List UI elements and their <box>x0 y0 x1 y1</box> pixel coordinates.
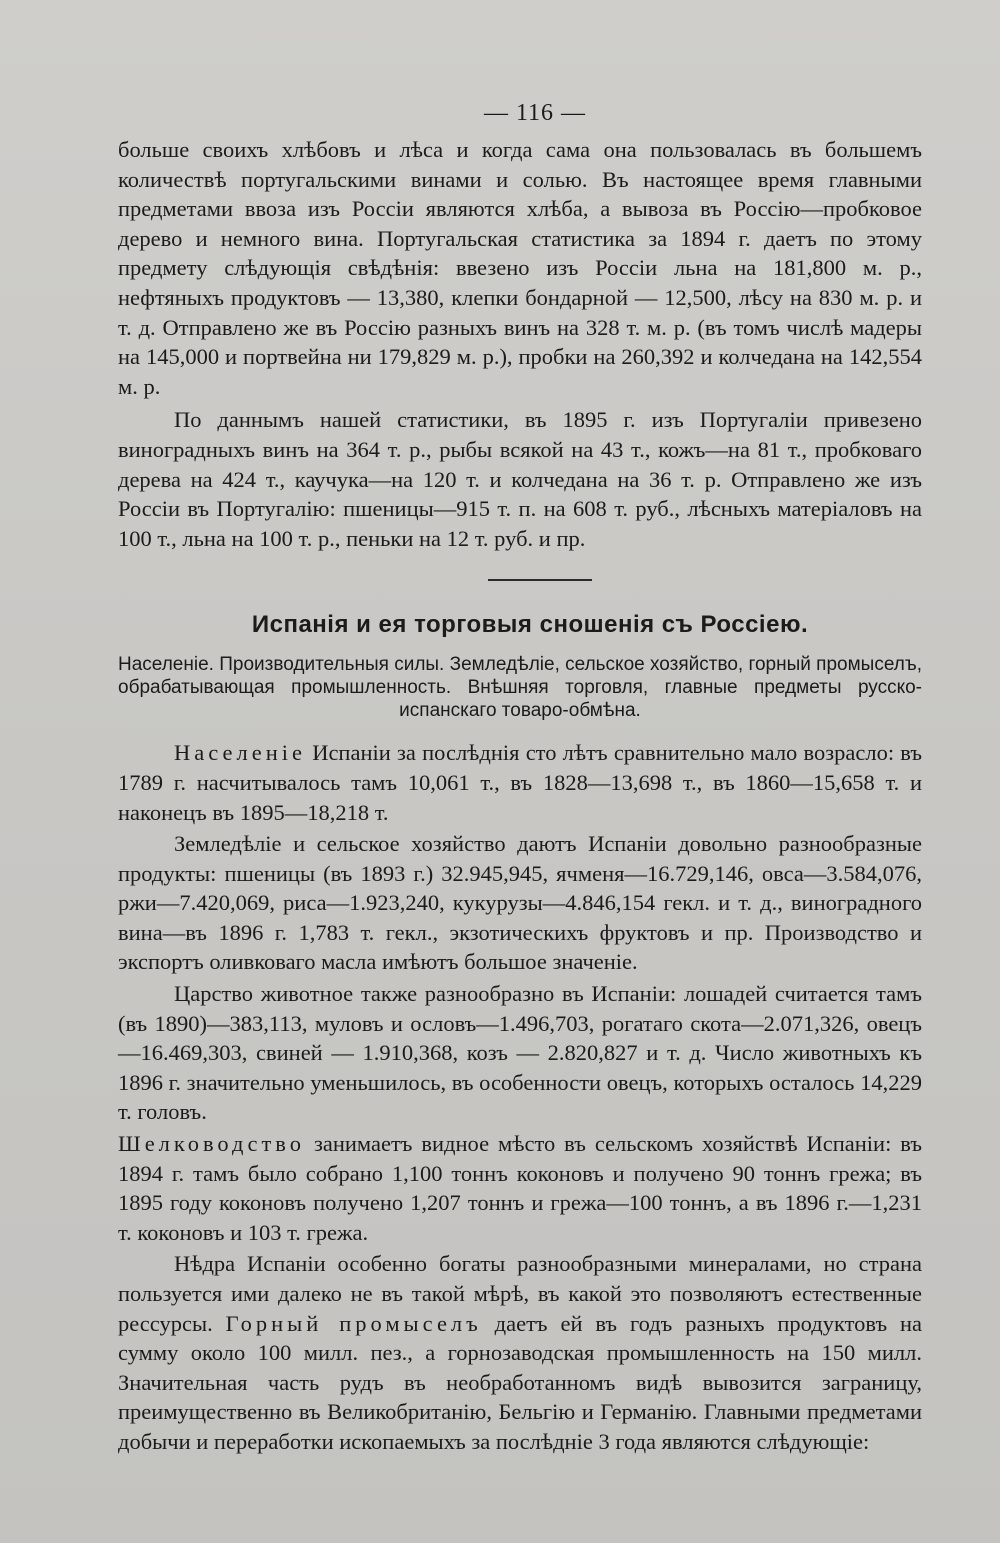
term-sericulture: Шелководство <box>118 1131 306 1157</box>
paragraph-minerals-text-b: даетъ ей въ годъ разныхъ продуктовъ на сумму около 100 милл. пез., а горнозаводская промышленность на 150 милл. Значительная часть рудъ въ необработанномъ видѣ вывозится заграницу, преимущественно въ Великобританію, Бельгію и Германію. Главными предметами добычи и переработки ископаемыхъ за послѣдніе 3 года являются слѣдующіе: <box>118 1310 923 1454</box>
section-body <box>118 738 922 1456</box>
term-mining: Горный промыселъ <box>225 1310 482 1336</box>
section-title: Испанія и ея торговыя сношенія съ Россіею. <box>251 611 809 639</box>
term-population: Населеніе <box>174 740 306 766</box>
paragraph-livestock: Царство животное также разнообразно въ Испаніи: лошадей считается тамъ (въ 1890)—383,113, муловъ и ословъ—1.496,703, рогатаго скота—2.071,326, овецъ—16.469,303, свиней — 1.910,368, козъ — 2.820,827 и т. д. Число животныхъ къ 1896 г. значительно уменьшилось, въ особенности овецъ, которыхъ осталось 14,229 т. головъ. <box>118 981 922 1125</box>
paragraph-russian-statistics: По даннымъ нашей статистики, въ 1895 г. изъ Португаліи привезено виноградныхъ винъ на 364 т. р., рыбы всякой на 43 т., кожъ—на 81 т., пробковаго дерева на 424 т., каучука—на 120 т. и колчедана на 36 т. р. Отправлено же изъ Россіи въ Португалію: пшеницы—915 т. п. на 608 т. руб., лѣсныхъ матеріаловъ на 100 т., льна на 100 т. р., пеньки на 12 т. руб. и пр. <box>118 407 922 551</box>
section-divider <box>488 579 592 581</box>
paragraph-sericulture <box>118 1129 922 1247</box>
paragraph-minerals <box>118 1249 922 1456</box>
paragraph-minerals-text-a: Нѣдра Испаніи особенно богаты разнообразными минералами, но страна пользуется ими далеко не въ такой мѣрѣ, въ какой это позволяютъ естественные рессурсы. <box>118 1251 922 1336</box>
paragraph-agriculture: Земледѣліе и сельское хозяйство даютъ Испаніи довольно разнообразные продукты: пшеницы (въ 1893 г.) 32.945,945, ячменя—16.729,146, овса—3.584,076, ржи—7.420,069, риса—1.923,240, кукурузы—4.846,154 гекл. и т. д., виноградного вина—въ 1896 г. 1,783 т. гекл., экзотическихъ фруктовъ и пр. Производство и экспортъ оливковаго масла имѣютъ большое значеніе. <box>118 831 922 975</box>
paragraph-sericulture-text: занимаетъ видное мѣсто въ сельскомъ хозяйствѣ Испаніи: въ 1894 г. тамъ было собрано 1,100 тоннъ коконовъ и получено 90 тоннъ грежа; въ 1895 году коконовъ получено 1,207 тоннъ и грежа—100 тоннъ, а въ 1896 г.—1,231 т. коконовъ и 103 т. грежа. <box>118 1131 922 1245</box>
paragraph-portugal-trade: больше своихъ хлѣбовъ и лѣса и когда сама она пользовалась въ большемъ количествѣ португальскими винами и солью. Въ настоящее время главными предметами ввоза изъ Россіи являются хлѣба, а вывоза въ Россію—пробковое дерево и немного вина. Португальская статистика за 1894 г. даетъ по этому предмету слѣдующія свѣдѣнія: ввезено изъ Россіи льна на 181,800 м. р., нефтяныхъ продуктовъ — 13,380, клепки бондарной — 12,500, лѣсу на 830 м. р. и т. д. Отправлено же въ Россію разныхъ винъ на 328 т. м. р. (въ томъ числѣ мадеры на 145,000 и портвейна ни 179,829 м. р.), пробки на 260,392 и колчедана на 142,554 м. р. <box>118 137 922 399</box>
section-summary: Населеніе. Производительныя силы. Земледѣліе, сельское хозяйство, горный промыселъ, обрабатывающая промышленность. Внѣшняя торговля, главные предметы русско-испанскаго товаро-обмѣна. <box>118 654 922 722</box>
paragraph-population-text: Испаніи за послѣднія сто лѣтъ сравнительно мало возрасло: въ 1789 г. насчитывалось тамъ 10,061 т., въ 1828—13,698 т., въ 1860—15,658 т. и наконецъ въ 1895—18,218 т. <box>118 740 922 825</box>
paragraph-population <box>118 738 922 827</box>
page-number: — 116 — <box>483 100 587 126</box>
